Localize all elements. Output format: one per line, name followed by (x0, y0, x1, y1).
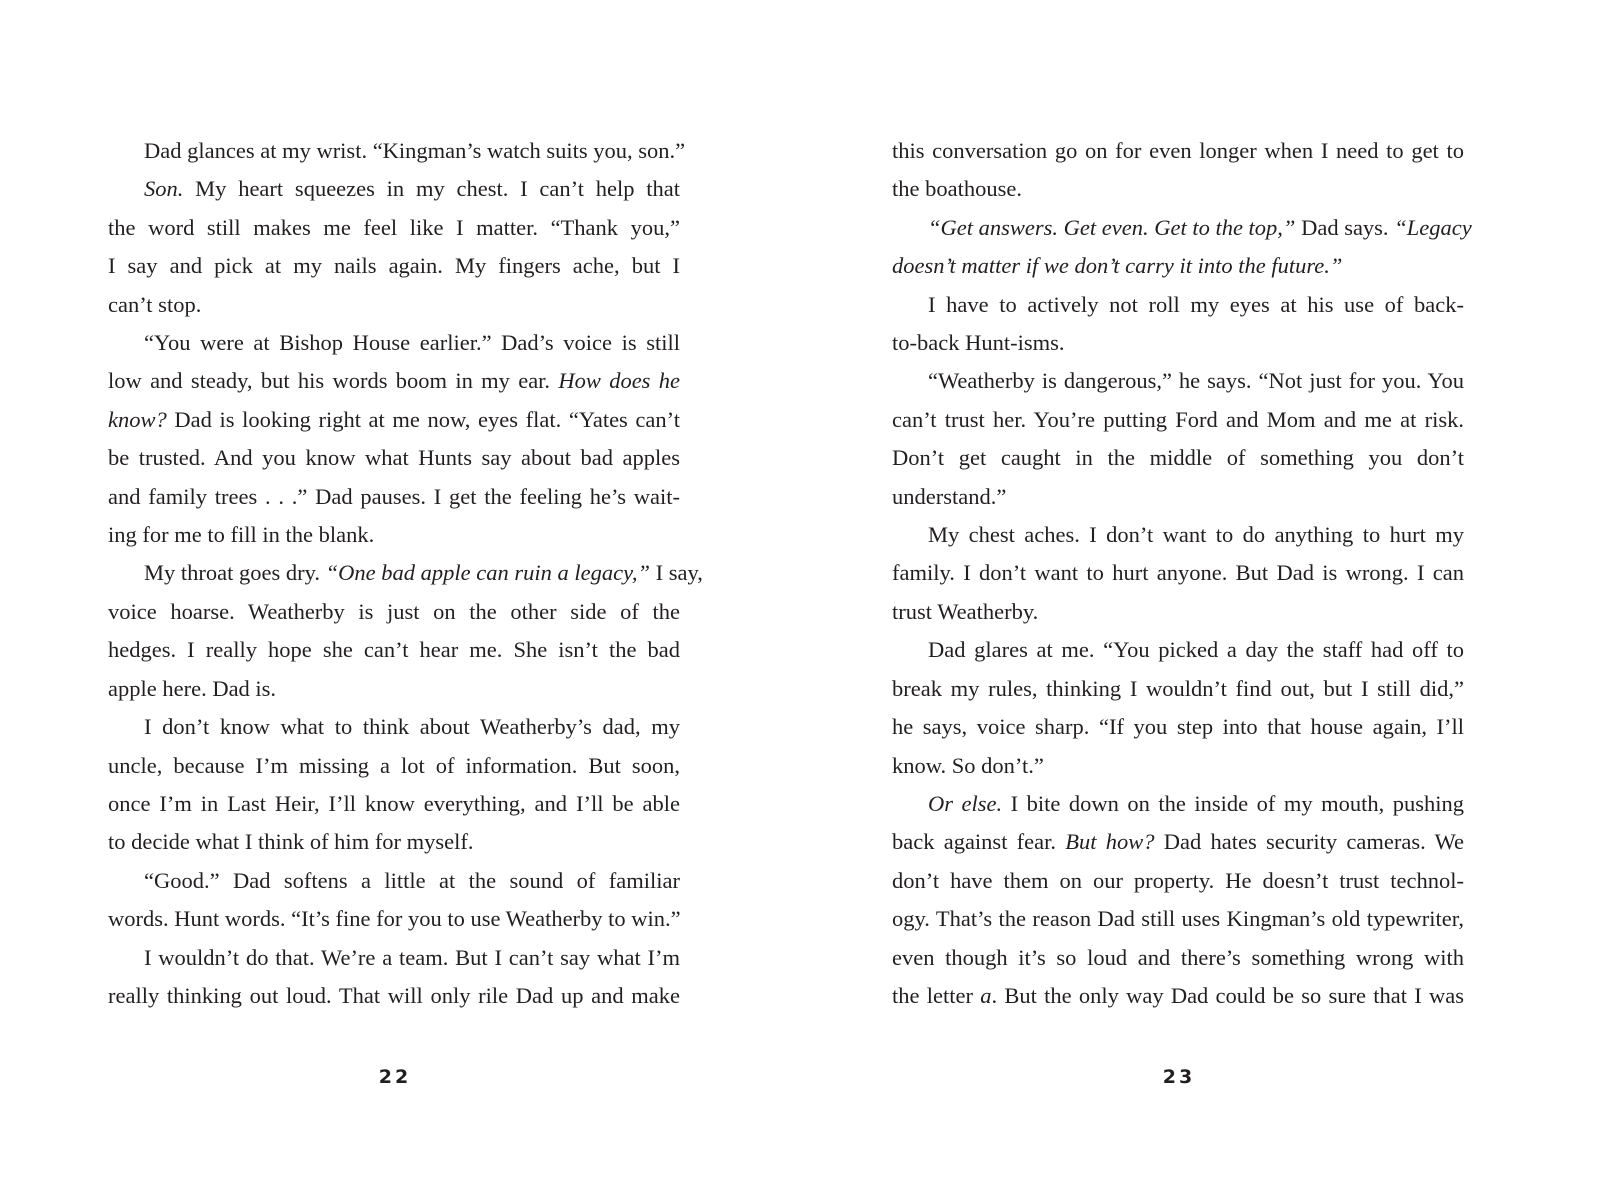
text-run: the word still makes me feel like I matter. “Thank you,” (108, 214, 680, 240)
text-line (892, 516, 1464, 554)
paragraph (108, 170, 680, 324)
text-line (108, 209, 680, 247)
text-line (892, 324, 1464, 362)
text-line (892, 631, 1464, 669)
text-run: I say, (649, 560, 703, 586)
paragraph (108, 939, 680, 1016)
text-line (108, 247, 680, 285)
paragraph (108, 554, 703, 708)
text-run: Dad glares at me. “You picked a day the staff had off to (928, 637, 1464, 663)
paragraph (108, 132, 686, 170)
text-line (892, 900, 1464, 938)
text-run: to-back Hunt-isms. (892, 330, 1065, 356)
text-line (892, 132, 1464, 170)
text-run: to decide what I think of him for myself. (108, 829, 474, 855)
text-run: Don’t get caught in the middle of something you don’t (892, 445, 1464, 471)
text-run: My chest aches. I don’t want to do anything to hurt my (928, 522, 1464, 548)
text-run: he says, voice sharp. “If you step into that house again, I’ll (892, 714, 1464, 740)
paragraph (892, 286, 1464, 363)
italic-text: doesn’t matter if we don’t carry it into the future.” (892, 253, 1343, 279)
text-line (892, 362, 1464, 400)
text-run: “Weatherby is dangerous,” he says. “Not just for you. You (928, 368, 1464, 394)
text-run: can’t trust her. You’re putting Ford and Mom and me at risk. (892, 406, 1464, 432)
paragraph (892, 362, 1464, 516)
text-run: family. I don’t want to hurt anyone. But Dad is wrong. I can (892, 560, 1464, 586)
text-run: “You were at Bishop House earlier.” Dad’s voice is still (144, 330, 680, 356)
text-run: back against fear. (892, 829, 1066, 855)
text-run: even though it’s so loud and there’s something wrong with (892, 944, 1464, 970)
text-run: I have to actively not roll my eyes at his use of back- (928, 291, 1464, 317)
text-line (892, 554, 1464, 592)
text-line (108, 362, 680, 400)
italic-text: Or else. (928, 790, 1003, 816)
paragraph (108, 708, 680, 862)
text-run: break my rules, thinking I wouldn’t find out, but I still did,” (892, 675, 1464, 701)
text-run: Dad hates security cameras. We (1154, 829, 1464, 855)
italic-text: “Get answers. Get even. Get to the top,” (928, 214, 1296, 240)
text-line (108, 708, 680, 746)
text-line (108, 900, 680, 938)
paragraph (108, 862, 680, 939)
italic-text: How does he (558, 368, 680, 394)
text-line (892, 170, 1464, 208)
text-run: words. Hunt words. “It’s fine for you to use Weatherby to win.” (108, 906, 681, 932)
text-run: once I’m in Last Heir, I’ll know everything, and I’ll be able (108, 790, 680, 816)
text-run: Dad is looking right at me now, eyes flat. “Yates can’t (166, 406, 680, 432)
text-line (108, 747, 680, 785)
text-run: My heart squeezes in my chest. I can’t help that (183, 176, 680, 202)
text-run: uncle, because I’m missing a lot of information. But soon, (108, 752, 680, 778)
right-page (892, 132, 1472, 1015)
text-run: I don’t know what to think about Weatherby’s dad, my (144, 714, 680, 740)
italic-text: Son. (144, 176, 184, 202)
text-run: Dad says. (1295, 214, 1395, 240)
text-run: I wouldn’t do that. We’re a team. But I can’t say what I’m (144, 944, 680, 970)
text-line (892, 785, 1464, 823)
text-line (892, 977, 1464, 1015)
text-line (892, 286, 1464, 324)
text-line (892, 670, 1464, 708)
text-line (108, 478, 680, 516)
text-line (892, 862, 1464, 900)
text-line (108, 132, 686, 170)
text-run: apple here. Dad is. (108, 675, 277, 701)
paragraph (892, 631, 1464, 785)
text-run: hedges. I really hope she can’t hear me. She isn’t the bad (108, 637, 680, 663)
text-line (892, 939, 1464, 977)
text-run: don’t have them on our property. He doesn’t trust technol- (892, 867, 1464, 893)
text-line (892, 708, 1464, 746)
text-line (892, 823, 1464, 861)
text-line (108, 286, 680, 324)
paragraph (892, 209, 1472, 286)
text-line (108, 670, 680, 708)
text-run: know. So don’t.” (892, 752, 1044, 778)
text-run: ing for me to fill in the blank. (108, 522, 375, 548)
text-run: My throat goes dry. (144, 560, 326, 586)
text-line (892, 747, 1464, 785)
text-line (892, 209, 1472, 247)
text-run: voice hoarse. Weatherby is just on the other side of the (108, 598, 680, 624)
text-line (108, 170, 680, 208)
paragraph (108, 324, 680, 554)
text-line (892, 439, 1464, 477)
text-run: I say and pick at my nails again. My fingers ache, but I (108, 253, 680, 279)
text-run: be trusted. And you know what Hunts say about bad apples (108, 445, 680, 471)
text-line (892, 593, 1464, 631)
left-page-text (108, 132, 703, 1015)
text-run: this conversation go on for even longer when I need to get to (892, 138, 1464, 163)
text-run: “Good.” Dad softens a little at the sound of familiar (144, 867, 680, 893)
text-run: I bite down on the inside of my mouth, pushing (1002, 790, 1464, 816)
page-number-right: 23 (1162, 1066, 1196, 1088)
text-run: low and steady, but his words boom in my ear. (108, 368, 559, 394)
text-run: the boathouse. (892, 176, 1022, 202)
text-line (108, 823, 680, 861)
italic-text: “Legacy (1394, 214, 1472, 240)
text-line (892, 401, 1464, 439)
text-line (108, 631, 680, 669)
text-run: ogy. That’s the reason Dad still uses Kingman’s old typewriter, (892, 906, 1464, 932)
paragraph (892, 516, 1464, 631)
text-run: the letter (892, 982, 981, 1008)
text-line (108, 401, 680, 439)
page-number-left: 22 (378, 1066, 412, 1088)
text-line (108, 324, 680, 362)
text-run: can’t stop. (108, 291, 202, 317)
italic-text: But how? (1065, 829, 1155, 855)
italic-text: know? (108, 406, 167, 432)
italic-text: a (980, 982, 992, 1008)
text-run: . But the only way Dad could be so sure that I was (991, 982, 1464, 1008)
text-line (108, 785, 680, 823)
text-line (892, 478, 1464, 516)
left-page (108, 132, 703, 1015)
text-line (108, 554, 703, 592)
right-page-text (892, 132, 1472, 1015)
text-line (108, 862, 680, 900)
paragraph (892, 132, 1464, 209)
text-run: Dad glances at my wrist. “Kingman’s watch suits you, son.” (144, 138, 686, 163)
text-line (892, 247, 1464, 285)
text-run: and family trees . . .” Dad pauses. I get the feeling he’s wait- (108, 483, 680, 509)
text-line (108, 516, 680, 554)
text-run: trust Weatherby. (892, 598, 1039, 624)
text-line (108, 593, 680, 631)
text-line (108, 977, 680, 1015)
italic-text: “One bad apple can ruin a legacy,” (325, 560, 650, 586)
paragraph (892, 785, 1464, 1015)
text-line (108, 939, 680, 977)
text-run: understand.” (892, 483, 1007, 509)
text-line (108, 439, 680, 477)
text-run: really thinking out loud. That will only rile Dad up and make (108, 982, 680, 1008)
